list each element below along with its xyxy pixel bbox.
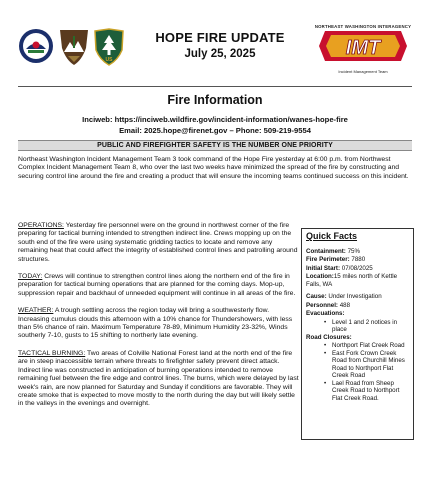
fact-evacuations: [306, 310, 409, 318]
fact-personnel: [306, 302, 409, 310]
list-item: [306, 342, 409, 350]
operations-heading: OPERATIONS:: [18, 222, 64, 229]
nps-arrowhead-icon: [58, 28, 90, 66]
imt-logo-text: IMT: [345, 37, 381, 59]
fact-location: [306, 273, 409, 288]
bullet-icon: •: [324, 342, 327, 349]
fact-perimeter: [306, 256, 409, 264]
page-title: HOPE FIRE UPDATE: [155, 30, 285, 45]
list-item: [306, 319, 409, 334]
fact-value: 07/08/2025: [340, 264, 373, 272]
today-heading: TODAY:: [18, 273, 43, 281]
fact-value: 15 miles north of Kettle Falls, WA: [306, 273, 398, 288]
inciweb-line: Inciweb: https://inciweb.wildfire.gov/incident-information/wanes-hope-fire: [82, 115, 348, 124]
list-item-text: Lael Road from Sheep Creek Road to Northport Flat Creek Road.: [332, 379, 400, 402]
bullet-icon: •: [324, 349, 327, 357]
list-item-text: Northport Flat Creek Road: [332, 342, 405, 349]
weather-text: A trough settling across the region today will bring a southwesterly flow. Increasing cumulus clouds this afternoon with a 10% chance for Thundershowers, with less than 5% chance of rain. Maximum Temperature 78-89, Minimum Humidity 23-32%, Winds southerly 7-10, gusts to 15 shifting to northerly late evening.: [18, 307, 293, 340]
fact-value: 75%: [345, 247, 360, 255]
fact-label: Containment:: [306, 247, 346, 255]
fact-label: Cause:: [306, 293, 327, 300]
header: [0, 0, 430, 80]
fact-label: Road Closures:: [306, 333, 352, 341]
section-title: Fire Information: [167, 93, 263, 107]
agency-logos: [18, 28, 130, 68]
fact-road-closures: [306, 334, 409, 342]
imt-org-name: NORTHEAST WASHINGTON INTERAGENCY: [314, 24, 412, 29]
operations-paragraph: [18, 222, 300, 264]
imt-logo: [312, 24, 414, 78]
list-item-text: Level 1 and 2 notices in place: [332, 318, 398, 333]
usfs-shield-icon: [92, 28, 126, 66]
bullet-icon: •: [324, 318, 327, 326]
operations-text: Yesterday fire personnel were on the ground in northwest corner of the fire preparing for tactical burning intended to strengthen indirect line. Crews mopping up on the south end of the fire were using systematic gridding tactics to locate and remove any remaining heat that could affect the integrity of established control lines and patrolling around structures.: [18, 222, 298, 263]
quick-facts-box: [301, 228, 414, 440]
fact-label: Location:: [306, 273, 334, 280]
fact-containment: [306, 248, 409, 256]
list-item: [306, 380, 409, 403]
header-divider: [18, 86, 412, 87]
weather-heading: WEATHER:: [18, 307, 54, 315]
weather-paragraph: [18, 307, 300, 341]
intro-paragraph: Northeast Washington Incident Management Team 3 took command of the Hope Fire yesterday at 6:00 p.m. from Northwest Complex Incident Management Team 8, who over the last two weeks have minimized the spread of the fire by constructing and securing control line around the fire and creating a product that will ensure the incoming teams continued success on this incident.: [18, 156, 409, 180]
fact-value: Under Investigation: [326, 293, 382, 300]
tactical-burning-paragraph: [18, 350, 300, 409]
fact-label: Personnel:: [306, 301, 338, 309]
contact-line: Email: 2025.hope@firenet.gov – Phone: 509-219-9554: [119, 126, 311, 135]
bia-seal-icon: [18, 28, 54, 64]
fact-value: 7880: [349, 256, 366, 263]
safety-banner: PUBLIC AND FIREFIGHTER SAFETY IS THE NUMBER ONE PRIORITY: [18, 140, 412, 151]
list-item-text: East Fork Crown Creek Road from Churchill Mines Road to Northport Flat Creek Road: [332, 349, 405, 379]
quick-facts-title: Quick Facts: [306, 231, 358, 241]
list-item: [306, 350, 409, 380]
imt-team-label: Incident Management Team: [338, 69, 388, 74]
update-date: July 25, 2025: [184, 48, 256, 60]
updates-column: [18, 222, 300, 418]
fact-label: Evacuations:: [306, 310, 345, 317]
today-paragraph: [18, 273, 300, 298]
fact-value: 488: [337, 301, 351, 309]
fact-label: Fire Perimeter:: [306, 256, 350, 263]
tactical-burning-heading: TACTICAL BURNING:: [18, 349, 86, 357]
imt-emblem-icon: [315, 29, 411, 63]
road-closures-list: [306, 342, 409, 402]
fact-initial-start: [306, 265, 409, 273]
today-text: Crews will continue to strengthen control lines along the northern end of the fire in preparation for tactical burning operations that are planned for the coming days. Mop-up, suppression repair and backhaul of unneeded equipment will continue in all areas of the fire.: [18, 273, 296, 297]
bullet-icon: •: [324, 379, 327, 387]
evacuations-list: [306, 319, 409, 334]
fact-cause: [306, 293, 409, 301]
svg-text:US: US: [105, 57, 113, 63]
fact-label: Initial Start:: [306, 264, 341, 272]
tactical-burning-text: Two areas of Colville National Forest land at the north end of the fire are in steep inaccessible terrain where threats to firefighter safety prevent direct attack. Indirect line was constructed in anticipation of burning operations intended to remove remaining fuel between the fire edge and control lines. The burns, which were delayed by last week's rain, are now planned for Saturday and Sunday if conditions are favorable. They will create smoke that is expected to move mostly to the north during the day but will likely settle in the valleys in the evenings and overnight.: [18, 349, 299, 408]
